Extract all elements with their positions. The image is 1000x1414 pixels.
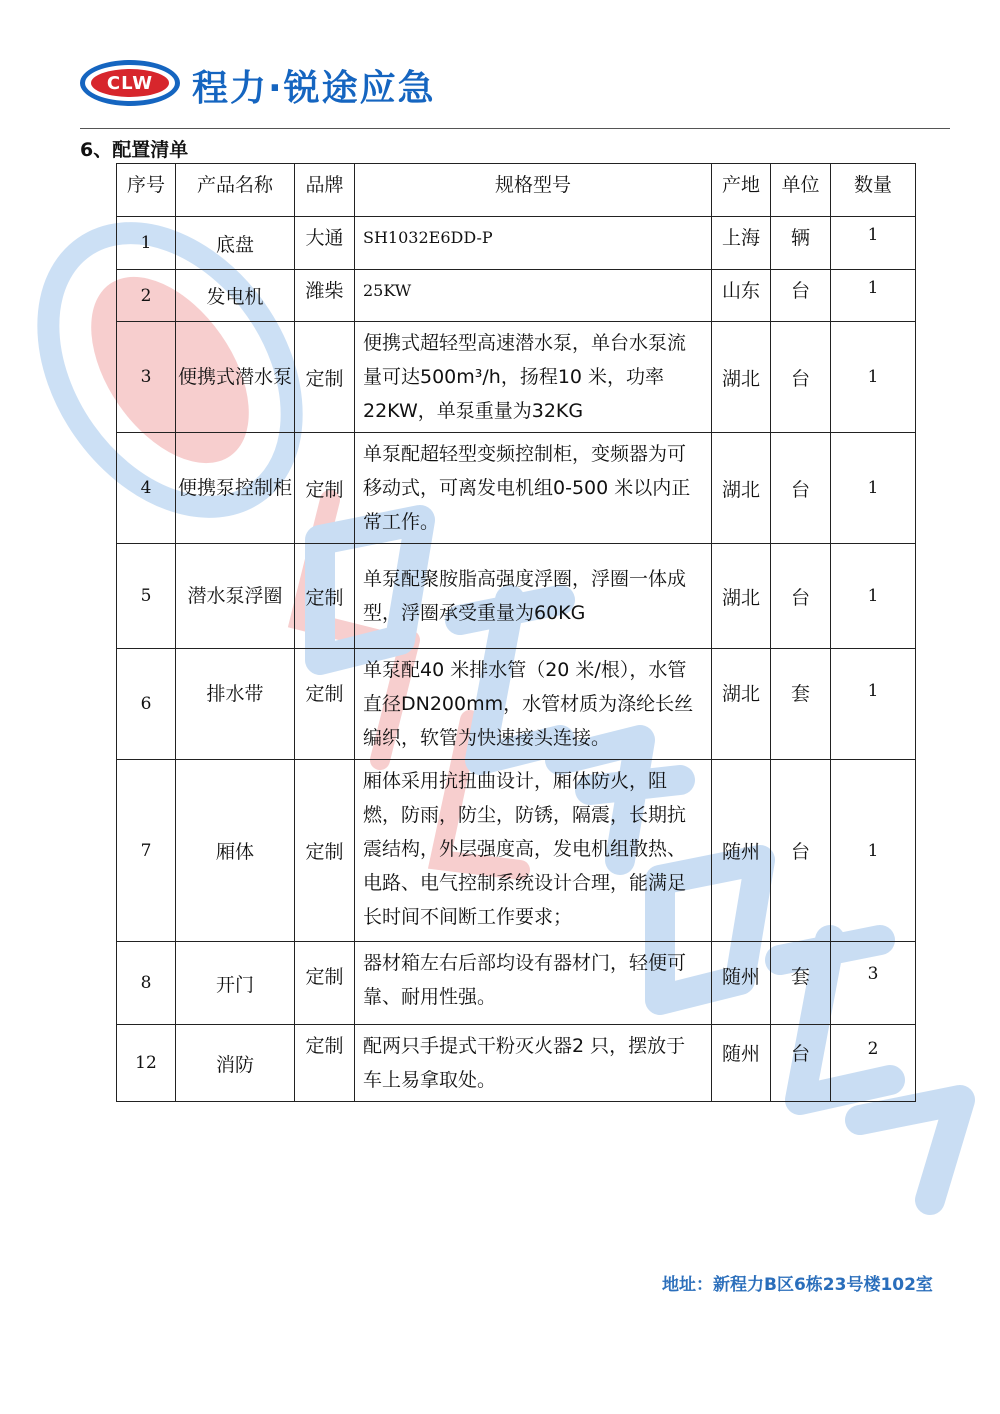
cell-unit: 台 xyxy=(771,1025,831,1102)
cell-brand: 潍柴 xyxy=(295,270,355,322)
config-table xyxy=(116,163,916,1102)
cell-name: 开门 xyxy=(176,942,295,1025)
table-row xyxy=(117,270,916,322)
brand-name: 程力·锐途应急 xyxy=(192,68,436,109)
cell-qty: 1 xyxy=(831,433,916,544)
table-row xyxy=(117,433,916,544)
cell-name: 便携泵控制柜 xyxy=(176,433,295,544)
cell-no: 8 xyxy=(117,942,176,1025)
cell-name: 发电机 xyxy=(176,270,295,322)
cell-spec: 单泵配40 米排水管（20 米/根），水管直径DN200mm，水管材质为涤纶长丝编织，软管为快速接头连接。 xyxy=(355,649,712,760)
cell-spec: 便携式超轻型高速潜水泵，单台水泵流量可达500m³/h，扬程10 米，功率22KW，单泵重量为32KG xyxy=(355,322,712,433)
cell-unit: 套 xyxy=(771,649,831,760)
footer-address: 地址：新程力B区6栋23号楼102室 xyxy=(662,1275,933,1295)
header xyxy=(80,58,500,108)
cell-brand: 定制 xyxy=(295,760,355,942)
cell-name: 潜水泵浮圈 xyxy=(176,544,295,649)
cell-unit: 台 xyxy=(771,433,831,544)
cell-no: 7 xyxy=(117,760,176,942)
cell-origin: 湖北 xyxy=(712,433,771,544)
column-header: 产地 xyxy=(712,164,771,217)
cell-qty: 1 xyxy=(831,760,916,942)
cell-no: 3 xyxy=(117,322,176,433)
column-header: 数量 xyxy=(831,164,916,217)
cell-brand: 定制 xyxy=(295,1025,355,1102)
column-header: 规格型号 xyxy=(355,164,712,217)
brand-logo-icon xyxy=(80,60,180,106)
cell-brand: 定制 xyxy=(295,433,355,544)
cell-name: 便携式潜水泵 xyxy=(176,322,295,433)
cell-no: 12 xyxy=(117,1025,176,1102)
table-row xyxy=(117,760,916,942)
cell-origin: 随州 xyxy=(712,942,771,1025)
cell-name: 厢体 xyxy=(176,760,295,942)
cell-qty: 1 xyxy=(831,322,916,433)
cell-spec: 25KW xyxy=(355,270,712,322)
cell-origin: 湖北 xyxy=(712,544,771,649)
cell-qty: 1 xyxy=(831,270,916,322)
cell-spec: 单泵配聚胺脂高强度浮圈，浮圈一体成型，浮圈承受重量为60KG xyxy=(355,544,712,649)
cell-origin: 随州 xyxy=(712,1025,771,1102)
cell-spec: 单泵配超轻型变频控制柜，变频器为可移动式，可离发电机组0-500 米以内正常工作。 xyxy=(355,433,712,544)
table-row xyxy=(117,649,916,760)
cell-spec: SH1032E6DD-P xyxy=(355,217,712,270)
column-header: 序号 xyxy=(117,164,176,217)
cell-origin: 上海 xyxy=(712,217,771,270)
cell-no: 5 xyxy=(117,544,176,649)
cell-qty: 3 xyxy=(831,942,916,1025)
cell-unit: 辆 xyxy=(771,217,831,270)
cell-unit: 套 xyxy=(771,942,831,1025)
table-row xyxy=(117,217,916,270)
column-header: 产品名称 xyxy=(176,164,295,217)
cell-qty: 2 xyxy=(831,1025,916,1102)
cell-origin: 山东 xyxy=(712,270,771,322)
table-row xyxy=(117,942,916,1025)
table-row xyxy=(117,322,916,433)
cell-origin: 湖北 xyxy=(712,322,771,433)
cell-origin: 湖北 xyxy=(712,649,771,760)
cell-brand: 大通 xyxy=(295,217,355,270)
cell-no: 2 xyxy=(117,270,176,322)
cell-no: 4 xyxy=(117,433,176,544)
cell-name: 排水带 xyxy=(176,649,295,760)
cell-name: 消防 xyxy=(176,1025,295,1102)
cell-unit: 台 xyxy=(771,270,831,322)
cell-spec: 配两只手提式干粉灭火器2 只，摆放于车上易拿取处。 xyxy=(355,1025,712,1102)
cell-name: 底盘 xyxy=(176,217,295,270)
cell-qty: 1 xyxy=(831,649,916,760)
cell-qty: 1 xyxy=(831,544,916,649)
table-row xyxy=(117,544,916,649)
cell-unit: 台 xyxy=(771,760,831,942)
cell-brand: 定制 xyxy=(295,544,355,649)
cell-unit: 台 xyxy=(771,544,831,649)
logo-letters: CLW xyxy=(91,69,169,97)
cell-qty: 1 xyxy=(831,217,916,270)
cell-brand: 定制 xyxy=(295,942,355,1025)
table-header-row xyxy=(117,164,916,217)
cell-spec: 厢体采用抗扭曲设计，厢体防火，阻燃，防雨，防尘，防锈，隔震，长期抗震结构，外层强度高，发电机组散热、电路、电气控制系统设计合理，能满足长时间不间断工作要求； xyxy=(355,760,712,942)
cell-spec: 器材箱左右后部均设有器材门，轻便可靠、耐用性强。 xyxy=(355,942,712,1025)
cell-brand: 定制 xyxy=(295,322,355,433)
cell-origin: 随州 xyxy=(712,760,771,942)
header-divider xyxy=(80,128,950,129)
section-title: 6、配置清单 xyxy=(80,139,189,161)
cell-brand: 定制 xyxy=(295,649,355,760)
cell-no: 1 xyxy=(117,217,176,270)
column-header: 单位 xyxy=(771,164,831,217)
cell-no: 6 xyxy=(117,649,176,760)
table-row xyxy=(117,1025,916,1102)
column-header: 品牌 xyxy=(295,164,355,217)
cell-unit: 台 xyxy=(771,322,831,433)
